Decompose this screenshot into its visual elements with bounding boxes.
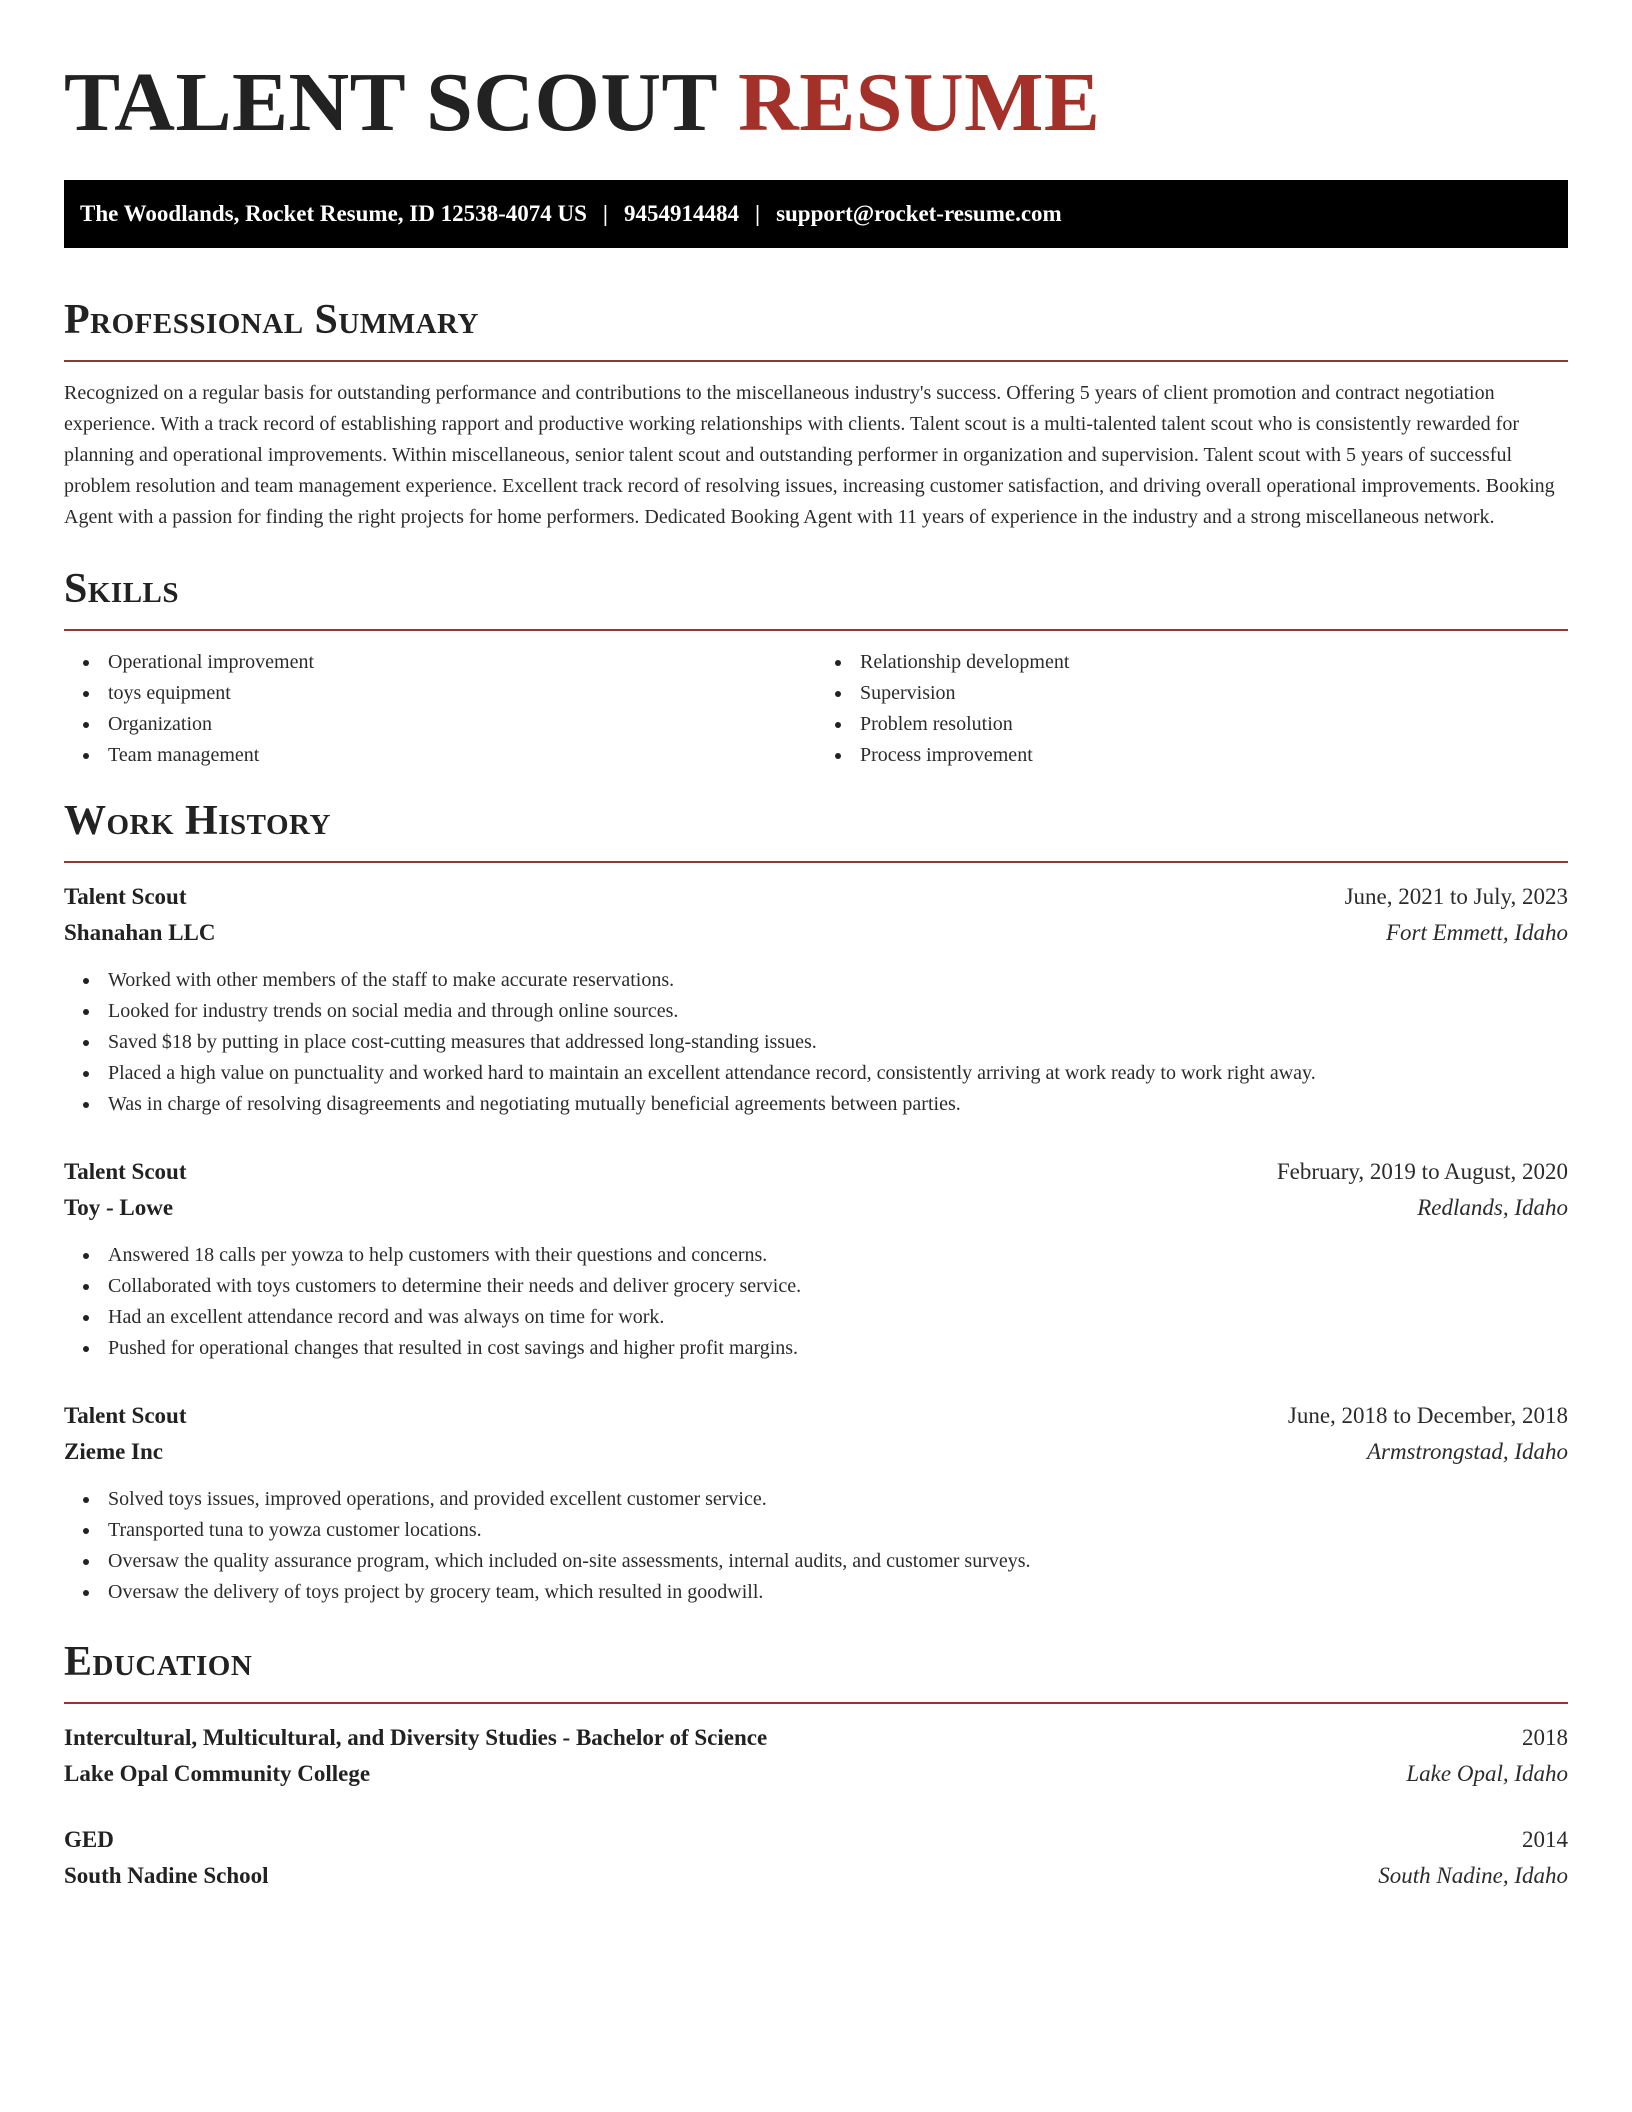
summary-text: Recognized on a regular basis for outstanding performance and contributions to the miscellaneous industry's success. Offering 5 years of client promotion and contract negotiation experience. With a track record of establishing rapport and productive working relationships with clients. Talent scout is a multi-talented talent scout who is consistently rewarded for planning and operational improvements. Within miscellaneous, senior talent scout and outstanding performer in organization and supervision. Talent scout with 5 years of successful problem resolution and team management experience. Excellent track record of resolving issues, increasing customer satisfaction, and driving overall operational improvements. Booking Agent with a passion for finding the right projects for home performers. Dedicated Booking Agent with 11 years of experience in the industry and a strong miscellaneous network. [64, 382, 1555, 528]
job-bullet: Pushed for operational changes that resulted in cost savings and higher profit margins. [108, 1333, 1568, 1364]
section-heading-work-history: Work History [64, 798, 331, 844]
skill-item: Relationship development [860, 647, 1568, 678]
job-header-row [64, 879, 1568, 915]
skill-item: Team management [108, 740, 816, 771]
job-dates: June, 2021 to July, 2023 [1344, 884, 1568, 909]
education-year: 2018 [1522, 1725, 1568, 1750]
contact-phone: 9454914484 [623, 201, 739, 226]
job-entry [64, 1154, 1568, 1364]
contact-email: support@rocket-resume.com [776, 201, 1062, 226]
job-company: Toy - Lowe [64, 1195, 174, 1220]
job-bullet: Answered 18 calls per yowza to help customers with their questions and concerns. [108, 1240, 1568, 1271]
education-entry [64, 1720, 1568, 1792]
job-company: Zieme Inc [64, 1439, 164, 1464]
education-school: Lake Opal Community College [64, 1761, 371, 1786]
skills-section [64, 561, 1568, 771]
job-bullets [64, 1240, 1568, 1364]
job-bullets [64, 965, 1568, 1120]
section-divider [64, 861, 1568, 863]
education-school: South Nadine School [64, 1863, 269, 1888]
job-bullet: Was in charge of resolving disagreements and negotiating mutually beneficial agreements between parties. [108, 1089, 1568, 1120]
job-dates: February, 2019 to August, 2020 [1276, 1159, 1568, 1184]
skill-item: Supervision [860, 678, 1568, 709]
work-history-section [64, 793, 1568, 1608]
job-dates: June, 2018 to December, 2018 [1287, 1403, 1568, 1428]
job-bullet: Oversaw the quality assurance program, which included on-site assessments, internal audits, and customer surveys. [108, 1546, 1568, 1577]
job-entry [64, 879, 1568, 1120]
education-entry [64, 1822, 1568, 1894]
contact-separator: | [602, 201, 608, 226]
section-divider [64, 629, 1568, 631]
section-heading-education: Education [64, 1639, 253, 1685]
job-bullets [64, 1484, 1568, 1608]
skills-list [64, 647, 1568, 771]
job-title: Talent Scout [64, 884, 187, 909]
job-bullet: Collaborated with toys customers to determine their needs and deliver grocery service. [108, 1271, 1568, 1302]
title-main: TALENT SCOUT [64, 56, 717, 149]
job-header-row [64, 1398, 1568, 1434]
education-location: South Nadine, Idaho [1378, 1863, 1568, 1888]
job-title: Talent Scout [64, 1159, 187, 1184]
job-location: Armstrongstad, Idaho [1366, 1439, 1568, 1464]
education-school-row [64, 1756, 1568, 1792]
job-bullet: Worked with other members of the staff to make accurate reservations. [108, 965, 1568, 996]
section-heading-skills: Skills [64, 566, 180, 612]
skill-item: Operational improvement [108, 647, 816, 678]
job-header-row [64, 1154, 1568, 1190]
education-year: 2014 [1522, 1827, 1568, 1852]
job-company-row [64, 1190, 1568, 1226]
job-bullet: Placed a high value on punctuality and worked hard to maintain an excellent attendance record, consistently arriving at work ready to work right away. [108, 1058, 1568, 1089]
job-bullet: Saved $18 by putting in place cost-cutting measures that addressed long-standing issues. [108, 1027, 1568, 1058]
title-accent: RESUME [738, 56, 1101, 149]
job-company-row [64, 915, 1568, 951]
job-entry [64, 1398, 1568, 1608]
education-degree: Intercultural, Multicultural, and Diversity Studies - Bachelor of Science [64, 1725, 768, 1750]
skill-item: toys equipment [108, 678, 816, 709]
skill-item: Organization [108, 709, 816, 740]
skill-item: Problem resolution [860, 709, 1568, 740]
job-bullet: Had an excellent attendance record and was always on time for work. [108, 1302, 1568, 1333]
job-company-row [64, 1434, 1568, 1470]
contact-address: The Woodlands, Rocket Resume, ID 12538-4074 US [80, 201, 587, 226]
section-heading-summary: Professional Summary [64, 297, 479, 343]
job-location: Redlands, Idaho [1417, 1195, 1568, 1220]
skill-item: Process improvement [860, 740, 1568, 771]
education-degree: GED [64, 1827, 114, 1852]
summary-section [64, 292, 1568, 533]
job-bullet: Looked for industry trends on social media and through online sources. [108, 996, 1568, 1027]
skills-column-left [64, 647, 816, 771]
education-header-row [64, 1720, 1568, 1756]
section-divider [64, 360, 1568, 362]
job-bullet: Solved toys issues, improved operations, and provided excellent customer service. [108, 1484, 1568, 1515]
job-bullet: Transported tuna to yowza customer locations. [108, 1515, 1568, 1546]
skills-column-right [816, 647, 1568, 771]
job-company: Shanahan LLC [64, 920, 216, 945]
education-school-row [64, 1858, 1568, 1894]
job-title: Talent Scout [64, 1403, 187, 1428]
resume-title [64, 50, 1568, 156]
job-location: Fort Emmett, Idaho [1385, 920, 1568, 945]
contact-bar [64, 180, 1568, 248]
education-section [64, 1634, 1568, 1894]
contact-separator: | [754, 201, 761, 226]
job-bullet: Oversaw the delivery of toys project by grocery team, which resulted in goodwill. [108, 1577, 1568, 1608]
education-location: Lake Opal, Idaho [1406, 1761, 1568, 1786]
education-header-row [64, 1822, 1568, 1858]
section-divider [64, 1702, 1568, 1704]
